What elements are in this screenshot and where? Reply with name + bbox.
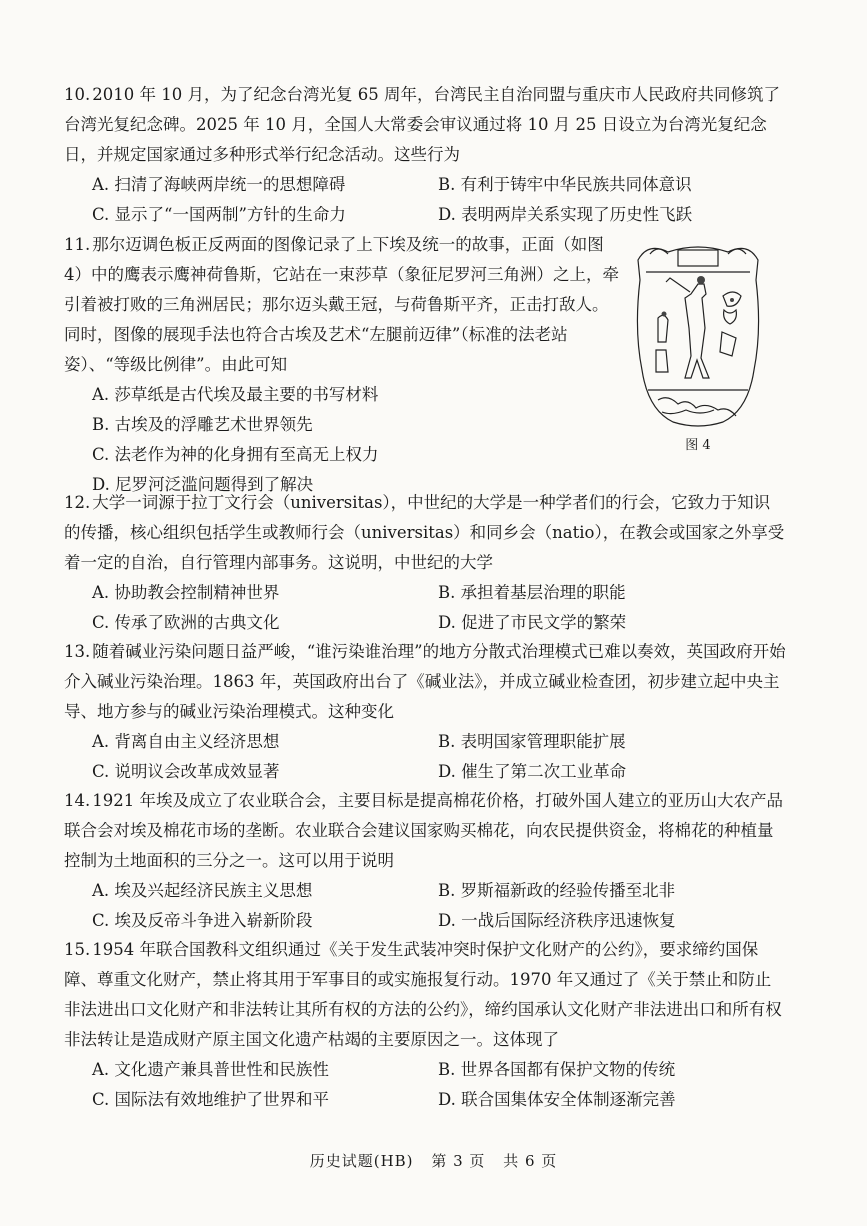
question-stem: 10. 2010 年 10 月，为了纪念台湾光复 65 周年，台湾民主自治同盟与重庆市人民政府共同修筑了台湾光复纪念碑。2025 年 10 月，全国人大常委会审议通过将 10 月 25 日设立为台湾光复纪念日，并规定国家通过多种形式举行纪念活动。这些行为 bbox=[64, 85, 780, 164]
option-b[interactable]: B. 表明国家管理职能扩展 bbox=[438, 732, 626, 751]
option-c[interactable]: C. 埃及反帝斗争进入崭新阶段 bbox=[92, 911, 313, 930]
option-a[interactable]: A. 文化遗产兼具普世性和民族性 bbox=[92, 1060, 329, 1079]
option-d[interactable]: D. 一战后国际经济秩序迅速恢复 bbox=[438, 911, 676, 930]
option-c[interactable]: C. 显示了“一国两制”方针的生命力 bbox=[92, 205, 346, 224]
question-stem: 15. 1954 年联合国教科文组织通过《关于发生武装冲突时保护文化财产的公约》，要求缔约国保障、尊重文化财产，禁止将其用于军事目的或实施报复行动。1970 年又通过了《关于禁止和防止非法进出口文化财产和非法转让其所有权的方法的公约》，缔约国承认文化财产非法进出口和所有权非法转让是造成财产原主国文化遗产枯竭的主要原因之一。这体现了 bbox=[64, 940, 782, 1049]
options bbox=[64, 380, 612, 500]
question-14 bbox=[64, 786, 786, 936]
option-c[interactable]: C. 传承了欧洲的古典文化 bbox=[92, 613, 280, 632]
option-a[interactable]: A. 协助教会控制精神世界 bbox=[92, 583, 280, 602]
option-d[interactable]: D. 表明两岸关系实现了历史性飞跃 bbox=[438, 205, 693, 224]
options bbox=[64, 727, 786, 787]
option-c[interactable]: C. 法老作为神的化身拥有至高无上权力 bbox=[92, 445, 379, 464]
option-a[interactable]: A. 埃及兴起经济民族主义思想 bbox=[92, 881, 313, 900]
option-a[interactable]: A. 背离自由主义经济思想 bbox=[92, 732, 280, 751]
option-b[interactable]: B. 古埃及的浮雕艺术世界领先 bbox=[92, 415, 313, 434]
footer-page: 第 3 页 bbox=[431, 1152, 486, 1170]
option-a[interactable]: A. 莎草纸是古代埃及最主要的书写材料 bbox=[92, 385, 379, 404]
question-stem: 12. 大学一词源于拉丁文行会（universitas），中世纪的大学是一种学者们的行会，它致力于知识的传播，核心组织包括学生或教师行会（universitas）和同乡会（natio），在教会或国家之外享受着一定的自治，自行管理内部事务。这说明，中世纪的大学 bbox=[64, 493, 785, 572]
question-13 bbox=[64, 637, 786, 787]
option-d[interactable]: D. 尼罗河泛滥问题得到了解决 bbox=[92, 475, 314, 494]
option-c[interactable]: C. 国际法有效地维护了世界和平 bbox=[92, 1090, 330, 1109]
option-b[interactable]: B. 承担着基层治理的职能 bbox=[438, 583, 626, 602]
option-b[interactable]: B. 有利于铸牢中华民族共同体意识 bbox=[438, 175, 692, 194]
options bbox=[64, 1055, 786, 1115]
options bbox=[64, 876, 786, 936]
options bbox=[64, 170, 786, 230]
figure-4 bbox=[628, 240, 768, 462]
option-b[interactable]: B. 世界各国都有保护文物的传统 bbox=[438, 1060, 676, 1079]
option-d[interactable]: D. 促进了市民文学的繁荣 bbox=[438, 613, 627, 632]
narmer-palette-illustration bbox=[628, 240, 768, 430]
figure-caption: 图 4 bbox=[685, 438, 711, 453]
options bbox=[64, 578, 786, 638]
option-d[interactable]: D. 联合国集体安全体制逐渐完善 bbox=[438, 1090, 676, 1109]
question-stem: 11. 那尔迈调色板正反两面的图像记录了上下埃及统一的故事，正面（如图 4）中的鹰表示鹰神荷鲁斯，它站在一束莎草（象征尼罗河三角洲）之上，牵引着被打败的三角洲居民；那尔迈头戴王冠，与荷鲁斯平齐，正击打敌人。同时，图像的展现手法也符合古埃及艺术“左腿前迈律”（标准的法老站姿）、“等级比例律”。由此可知 bbox=[64, 235, 619, 374]
option-b[interactable]: B. 罗斯福新政的经验传播至北非 bbox=[438, 881, 676, 900]
option-d[interactable]: D. 催生了第二次工业革命 bbox=[438, 762, 627, 781]
page-footer bbox=[0, 1150, 867, 1171]
option-c[interactable]: C. 说明议会改革成效显著 bbox=[92, 762, 280, 781]
question-10 bbox=[64, 80, 786, 230]
question-12 bbox=[64, 488, 786, 638]
option-a[interactable]: A. 扫清了海峡两岸统一的思想障碍 bbox=[92, 175, 346, 194]
question-stem: 14. 1921 年埃及成立了农业联合会，主要目标是提高棉花价格，打破外国人建立的亚历山大农产品联合会对埃及棉花市场的垄断。农业联合会建议国家购买棉花，向农民提供资金，将棉花的种植量控制为土地面积的三分之一。这可以用于说明 bbox=[64, 791, 783, 870]
footer-total: 共 6 页 bbox=[503, 1152, 558, 1170]
question-stem: 13. 随着碱业污染问题日益严峻，“谁污染谁治理”的地方分散式治理模式已难以奏效，英国政府开始介入碱业污染治理。1863 年，英国政府出台了《碱业法》，并成立碱业检查团，初步建立起中央主导、地方参与的碱业污染治理模式。这种变化 bbox=[64, 642, 786, 721]
question-15 bbox=[64, 935, 786, 1115]
footer-subject: 历史试题(HB) bbox=[309, 1152, 414, 1170]
